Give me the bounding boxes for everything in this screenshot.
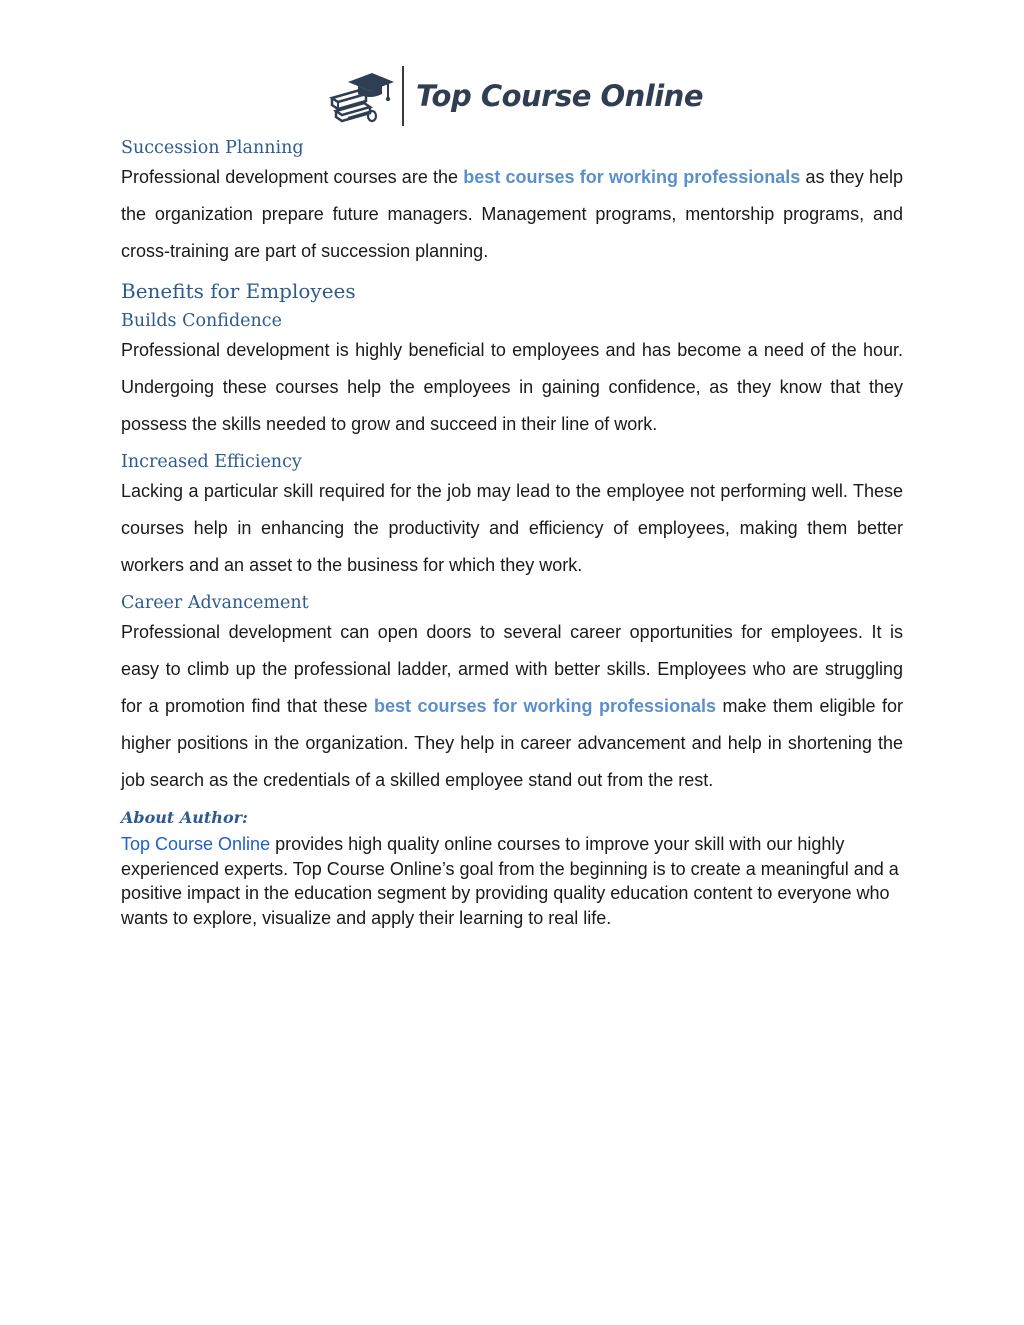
career-text-before: Professional development can open doors to several career opportunities for employees. It is easy to climb up the professional ladder, armed with better skills. Employees who are struggling for a promotion find that these	[121, 622, 903, 716]
top-course-online-link[interactable]: Top Course Online	[121, 834, 271, 854]
heading-career-advancement: Career Advancement	[121, 593, 309, 613]
heading-builds-confidence: Builds Confidence	[121, 311, 282, 331]
about-text: provides high quality online courses to improve your skill with our highly experienced experts. Top Course Online’s goal from the beginning is to create a meaningful and a positive impact in the education segment by providing quality education content to everyone who wants to explore, visualize and apply their learning to real life.	[121, 834, 899, 928]
paragraph-succession-planning	[121, 159, 903, 270]
career-text-after: make them eligible for higher positions in the organization. They help in career advancement and help in shortening the job search as the credentials of a skilled employee stand out from the rest.	[121, 696, 903, 790]
best-courses-link[interactable]: best courses for working professionals	[463, 167, 801, 187]
heading-succession-planning: Succession Planning	[121, 138, 304, 158]
paragraph-career-advancement	[121, 614, 903, 799]
paragraph-about-author	[121, 832, 903, 930]
heading-benefits-for-employees: Benefits for Employees	[121, 279, 356, 303]
paragraph-builds-confidence: Professional development is highly beneficial to employees and has become a need of the hour. Undergoing these courses help the employees in gaining confidence, as they know that they possess the skills needed to grow and succeed in their line of work.	[121, 340, 903, 434]
succession-text-after: as they help the organization prepare future managers. Management programs, mentorship programs, and cross-training are part of succession planning.	[121, 167, 903, 261]
heading-increased-efficiency: Increased Efficiency	[121, 452, 302, 472]
best-courses-link-2[interactable]: best courses for working professionals	[374, 696, 716, 716]
heading-about-author: About Author:	[121, 808, 248, 827]
succession-text-before: Professional development courses are the	[121, 167, 464, 187]
logo-text: Top Course Online	[416, 79, 703, 113]
paragraph-increased-efficiency: Lacking a particular skill required for the job may lead to the employee not performing well. These courses help in enhancing the productivity and efficiency of employees, making them better workers and an asset to the business for which they work.	[121, 481, 903, 575]
header-logo	[326, 64, 703, 128]
graduation-cap-books-icon	[326, 64, 396, 128]
logo-divider	[402, 66, 404, 126]
